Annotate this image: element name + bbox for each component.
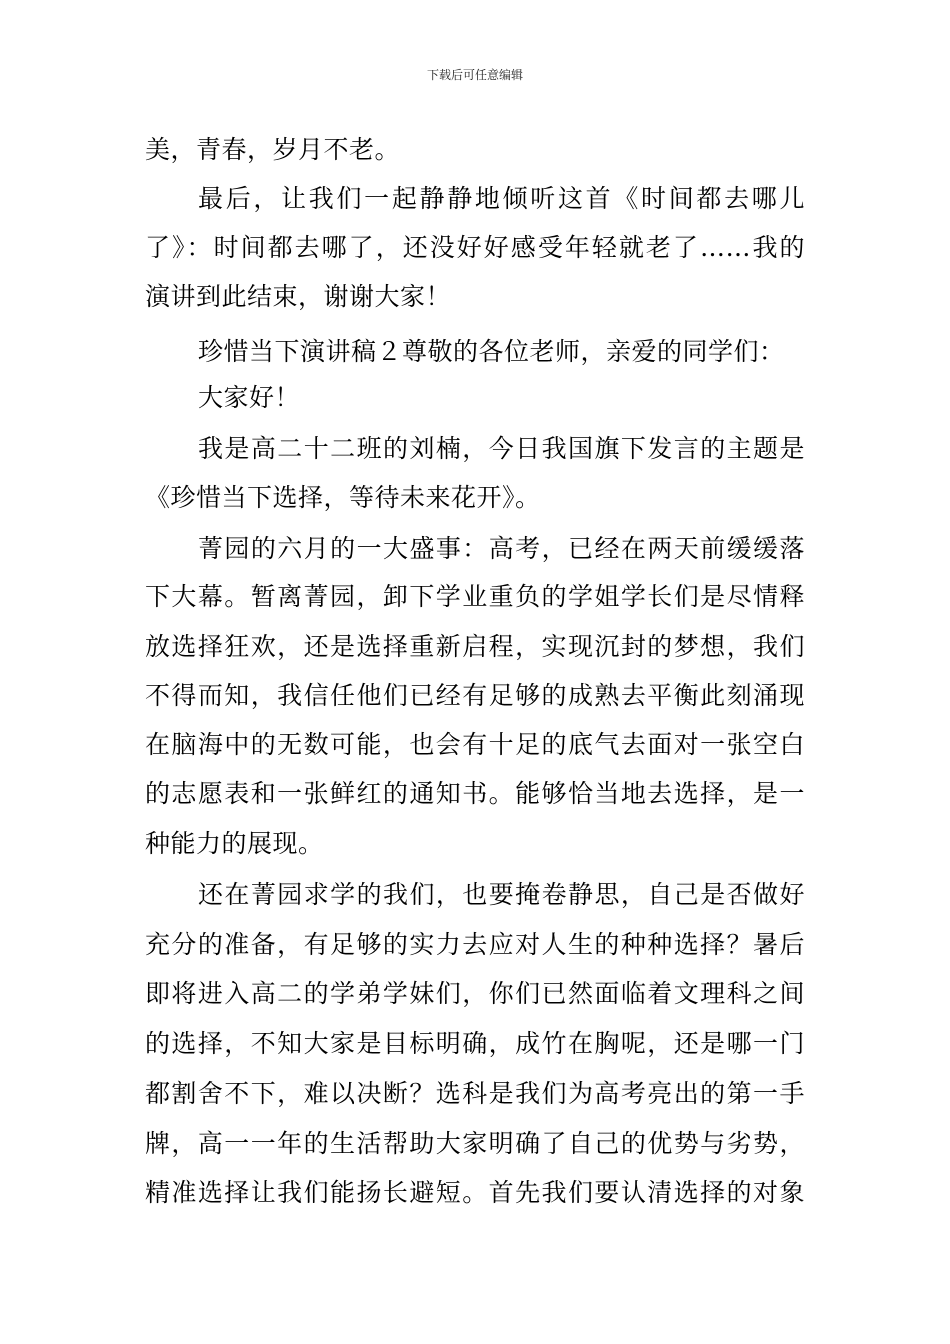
text-line: 即将进入高二的学弟学妹们，你们已然面临着文理科之间 [145, 979, 805, 1008]
text-line: 不得而知，我信任他们已经有足够的成熟去平衡此刻涌现 [145, 681, 805, 710]
text-line: 都割舍不下，难以决断？选科是我们为高考亮出的第一手 [145, 1079, 805, 1108]
text-line: 了》：时间都去哪了，还没好好感受年轻就老了……我的 [145, 233, 805, 262]
text-line: 在脑海中的无数可能，也会有十足的底气去面对一张空白 [145, 730, 805, 759]
text-line: 我是高二十二班的刘楠，今日我国旗下发言的主题是 [198, 434, 805, 463]
text-line: 还在菁园求学的我们，也要掩卷静思，自己是否做好 [198, 880, 805, 909]
text-line: 菁园的六月的一大盛事：高考，已经在两天前缓缓落 [198, 534, 805, 563]
text-line: 珍惜当下演讲稿２尊敬的各位老师，亲爱的同学们： [198, 337, 785, 366]
text-line: 美，青春，岁月不老。 [145, 135, 401, 164]
text-line: 种能力的展现。 [145, 829, 324, 858]
text-line: 《珍惜当下选择，等待未来花开》。 [145, 483, 541, 512]
text-line: 精准选择让我们能扬长避短。首先我们要认清选择的对象 [145, 1178, 805, 1207]
text-line: 下大幕。暂离菁园，卸下学业重负的学姐学长们是尽情释 [145, 582, 805, 611]
text-line: 的选择，不知大家是目标明确，成竹在胸呢，还是哪一门 [145, 1029, 805, 1058]
text-line: 最后，让我们一起静静地倾听这首《时间都去哪儿 [198, 184, 805, 213]
text-line: 放选择狂欢，还是选择重新启程，实现沉封的梦想，我们 [145, 632, 805, 661]
page-header: 下载后可任意编辑 [426, 68, 523, 82]
text-line: 大家好！ [198, 383, 301, 412]
text-line: 牌，高一一年的生活帮助大家明确了自己的优势与劣势， [145, 1129, 805, 1158]
text-line: 的志愿表和一张鲜红的通知书。能够恰当地去选择，是一 [145, 779, 805, 808]
text-line: 充分的准备，有足够的实力去应对人生的种种选择？暑后 [145, 930, 805, 959]
text-line: 演讲到此结束，谢谢大家！ [145, 282, 452, 311]
